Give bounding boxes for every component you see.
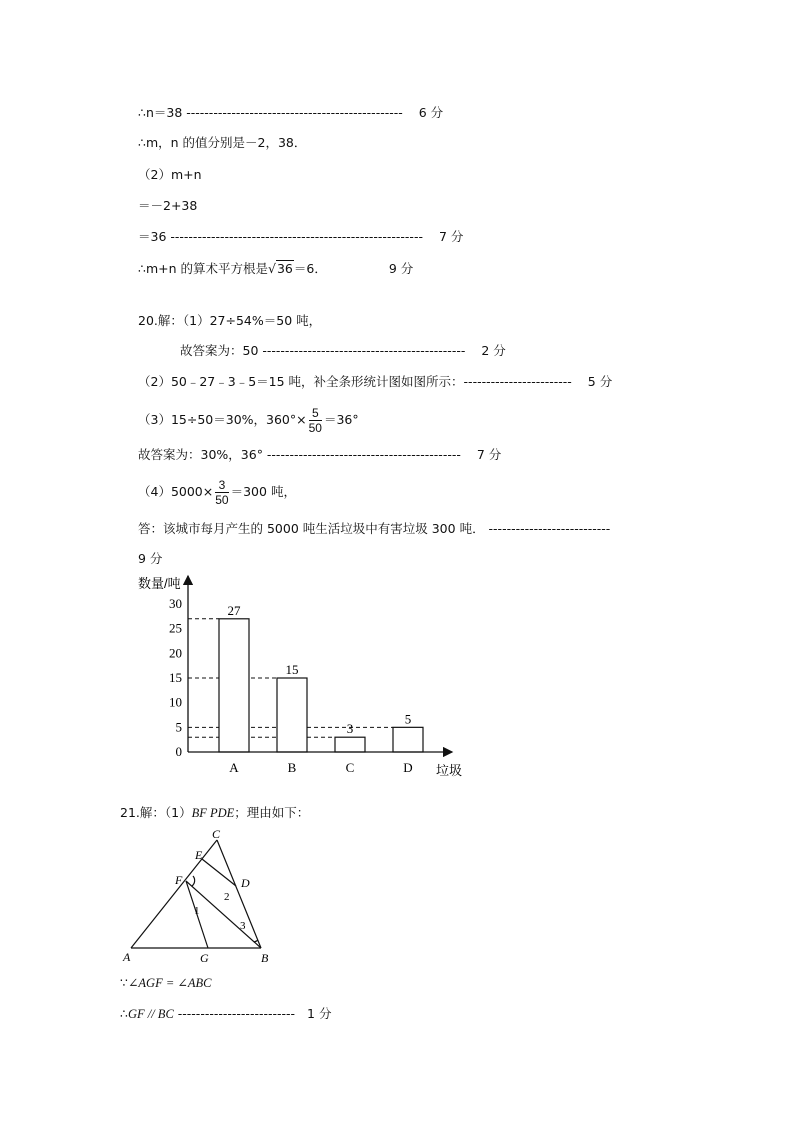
q21-intro: 21.解：（1） (120, 805, 192, 820)
q20-part2-text: （2）50﹣27﹣3﹣5＝15 吨，补全条形统计图如图所示：------------------------ (138, 374, 572, 389)
data-label: 3 (346, 721, 354, 737)
label-G: G (200, 951, 209, 965)
q20-line-3 (138, 374, 612, 390)
q19-result-text: ＝36 -------------------------------------------------------- (138, 229, 423, 244)
q20-line-5 (138, 447, 501, 463)
q19-line-result (138, 229, 463, 245)
angle-arc-3 (254, 940, 258, 942)
y-tick-label: 15 (169, 670, 182, 685)
q20-part4-post: ＝300 吨， (230, 484, 296, 499)
bar-B (277, 678, 307, 752)
q19-sqrt-pre: ∴m+n 的算术平方根是 (138, 261, 268, 276)
y-tick-label: 25 (169, 620, 182, 636)
q21-parallel: GF // BC (127, 1007, 174, 1021)
label-F: F (175, 873, 183, 887)
q20-part3-post: ＝36° (323, 412, 359, 427)
q20-line-6 (138, 474, 296, 510)
label-D: D (241, 876, 250, 890)
q20-part3-pre: （3）15÷50＝30%，360°× (138, 412, 307, 427)
y-axis-label: 数量/吨 (138, 576, 181, 591)
fraction-denominator: 50 (308, 421, 322, 435)
data-label: 5 (404, 711, 412, 727)
q21-angle-equality: ∠AGF = ∠ABC (127, 976, 212, 990)
therefore-symbol: ∴ (120, 1006, 128, 1021)
q21-line-3 (120, 1006, 331, 1022)
label-C: C (212, 827, 221, 841)
segment-AC (131, 840, 217, 948)
geometry-figure (118, 826, 288, 971)
y-tick-label: 10 (169, 694, 182, 710)
fraction-3-50 (215, 478, 228, 507)
x-tick-label: B (287, 760, 297, 775)
q20-line-7: 答：该城市每月产生的 5000 吨生活垃圾中有害垃圾 300 吨． --------------------------- (138, 521, 611, 536)
q19-score-9: 9 分 (388, 261, 414, 276)
q19-score-6: 6 分 (418, 105, 444, 120)
sqrt-radicand: 36 (276, 261, 293, 276)
label-E: E (195, 848, 203, 862)
segment-ED (202, 859, 236, 886)
fraction-5-50 (309, 406, 322, 435)
y-tick-label: 0 (175, 744, 182, 759)
q20-score-5: 5 分 (587, 374, 613, 389)
q20-score-7: 7 分 (476, 447, 502, 462)
because-symbol: ∵ (120, 975, 128, 990)
q20-line-4 (138, 402, 359, 438)
q21-relation: BF PDE (191, 806, 235, 820)
angle-arc-2 (192, 876, 195, 886)
label-B: B (261, 951, 269, 965)
x-tick-label: C (345, 760, 355, 775)
y-tick-label: 30 (169, 596, 182, 611)
bar-D (393, 727, 423, 752)
fraction-denominator: 50 (215, 493, 229, 507)
q21-dash: -------------------------- (173, 1006, 296, 1021)
y-tick-label: 20 (169, 645, 182, 661)
y-tick-label: 5 (175, 719, 182, 735)
q19-line-part2: （2）m+n (138, 167, 202, 182)
sqrt-symbol: √36 (268, 261, 293, 276)
q20-line-1: 20.解：（1）27÷54%＝50 吨， (138, 313, 322, 328)
data-label: 27 (227, 602, 241, 618)
q20-score-2: 2 分 (481, 343, 506, 358)
angle-label-2: 2 (224, 891, 230, 903)
q21-score-1: 1 分 (307, 1006, 332, 1021)
fraction-numerator: 5 (309, 406, 322, 421)
bar-A (219, 619, 249, 752)
angle-label-1: 1 (194, 905, 200, 917)
angle-label-3: 3 (240, 920, 246, 932)
q19-line-sum: ＝－2+38 (138, 198, 198, 213)
q19-line-sqrt (138, 260, 413, 277)
data-label: 15 (285, 662, 299, 677)
x-tick-label: A (229, 760, 239, 775)
x-tick-label: D (403, 760, 413, 775)
q21-line-2 (120, 975, 212, 991)
q21-line-1 (120, 805, 309, 821)
bar-C (335, 737, 365, 752)
q20-line-2 (180, 343, 506, 359)
label-A: A (123, 950, 131, 964)
q20-answer-3: 故答案为：30%，36° ------------------------------------------- (138, 447, 461, 462)
bar-chart (130, 570, 490, 785)
q19-score-7: 7 分 (438, 229, 464, 244)
q21-reason: ；理由如下： (234, 805, 310, 820)
q20-answer-1: 故答案为：50 --------------------------------------------- (180, 343, 466, 358)
q19-line-values: ∴m，n 的值分别是－2，38． (138, 135, 307, 150)
q19-line-n-value (138, 105, 443, 121)
q20-score-9: 9 分 (138, 551, 163, 566)
fraction-numerator: 3 (215, 478, 228, 493)
x-axis-label: 垃圾 (436, 763, 463, 778)
q19-line-n-text: ∴n＝38 ------------------------------------------------ (138, 105, 403, 120)
q20-part4-pre: （4）5000× (138, 484, 214, 499)
q19-sqrt-post: ＝6． (293, 261, 327, 276)
